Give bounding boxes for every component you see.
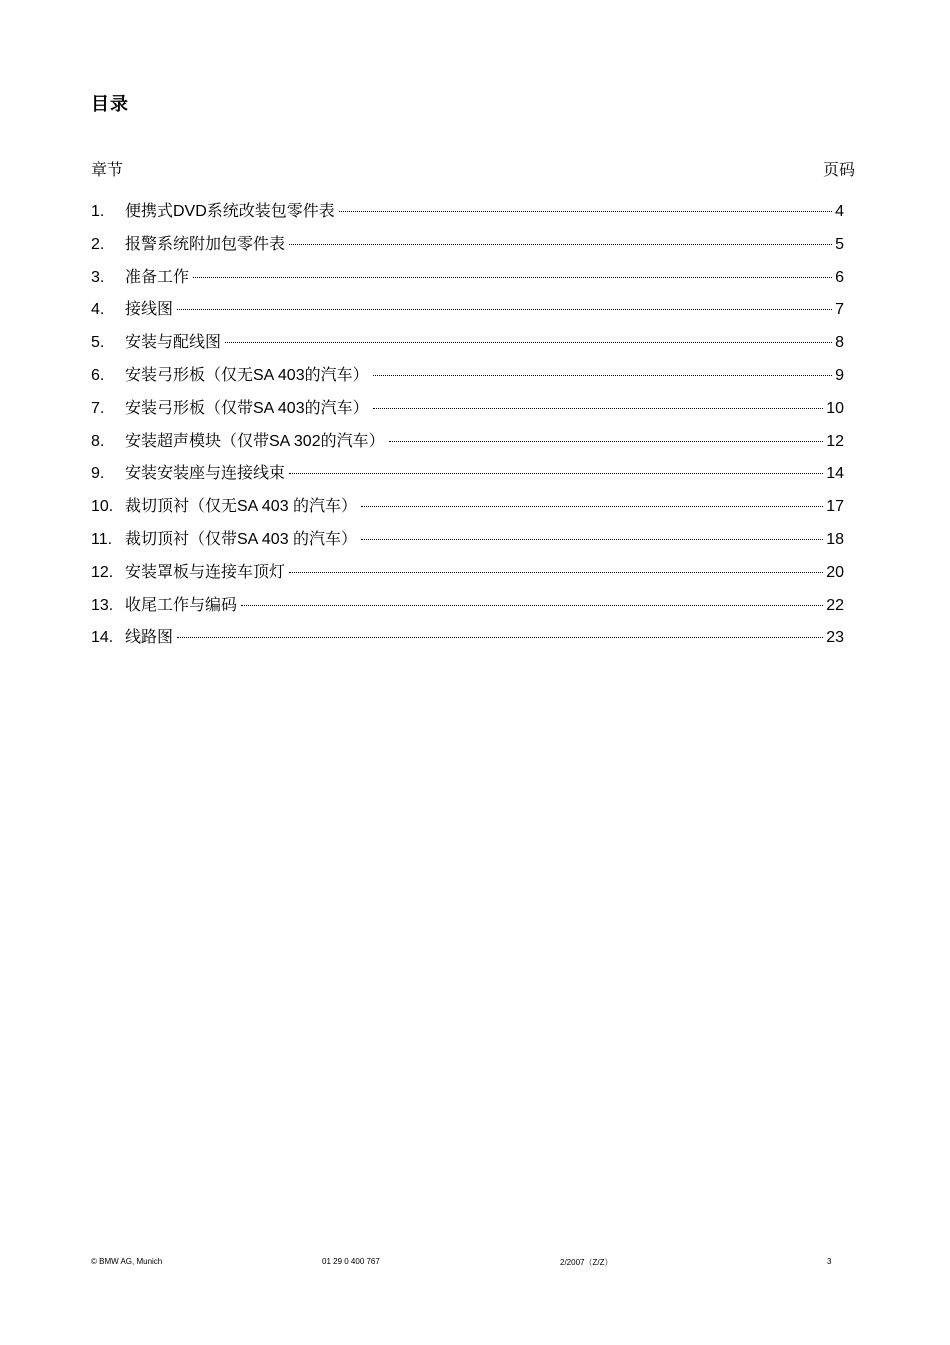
page-title: 目录 xyxy=(91,94,129,114)
toc-entry-number: 3. xyxy=(91,268,105,286)
toc-entry-title: 便携式DVD系统改装包零件表 xyxy=(125,203,335,220)
toc-dot-leader xyxy=(225,342,832,343)
toc-entry-number: 4. xyxy=(91,301,105,319)
toc-dot-leader xyxy=(289,572,823,573)
toc-entry[interactable] xyxy=(91,592,844,625)
toc-entry-number: 5. xyxy=(91,334,105,352)
toc-entry[interactable] xyxy=(91,198,844,231)
toc-entry[interactable] xyxy=(91,264,844,297)
toc-dot-leader xyxy=(289,473,823,474)
toc-entry-title: 安装安装座与连接线束 xyxy=(125,465,286,483)
toc-entry-title: 安装弓形板（仅无SA 403的汽车） xyxy=(125,366,369,384)
toc-entry[interactable] xyxy=(91,296,844,329)
footer-page-number: 3 xyxy=(827,1257,832,1266)
toc-entry-page: 8 xyxy=(835,334,844,352)
toc-entry-number: 9. xyxy=(91,465,105,483)
toc-entry-title: 安装与配线图 xyxy=(125,334,222,352)
toc-entry-title: 收尾工作与编码 xyxy=(125,596,238,614)
toc-entry-title: 裁切顶衬（仅带SA 403 的汽车） xyxy=(125,530,358,548)
toc-entry[interactable] xyxy=(91,460,844,493)
toc-entry-number: 2. xyxy=(91,235,105,253)
toc-entry-page: 12 xyxy=(826,432,844,450)
toc-entry-number: 1. xyxy=(91,203,105,220)
toc-entry[interactable] xyxy=(91,329,844,362)
toc-entry-title: 裁切顶衬（仅无SA 403 的汽车） xyxy=(125,498,358,516)
toc-entry-title: 线路图 xyxy=(125,629,174,647)
toc-entry-page: 5 xyxy=(835,235,844,253)
toc-dot-leader xyxy=(241,605,823,606)
toc-dot-leader xyxy=(361,506,823,507)
toc-entry[interactable] xyxy=(91,362,844,395)
toc-dot-leader xyxy=(339,211,832,212)
toc-entry-number: 6. xyxy=(91,366,105,384)
toc-entry-title: 接线图 xyxy=(125,301,174,319)
toc-entry-number: 8. xyxy=(91,432,105,450)
toc-dot-leader xyxy=(177,309,832,310)
toc-entry-number: 13. xyxy=(91,596,114,614)
toc-dot-leader xyxy=(373,375,832,376)
toc-entry-page: 7 xyxy=(835,301,844,319)
toc-dot-leader xyxy=(389,441,824,442)
footer-copyright: © BMW AG, Munich xyxy=(91,1257,163,1266)
footer-date: 2/2007（Z/Z） xyxy=(560,1258,613,1267)
toc-entry-number: 14. xyxy=(91,629,114,647)
toc-dot-leader xyxy=(193,277,832,278)
toc-entry[interactable] xyxy=(91,559,844,592)
page-column-heading: 页码 xyxy=(822,162,855,179)
toc-entry-page: 9 xyxy=(835,366,844,384)
toc-entry-number: 11. xyxy=(91,530,113,548)
toc-dot-leader xyxy=(177,637,823,638)
toc-entry-title: 安装罩板与连接车顶灯 xyxy=(125,563,286,581)
toc-entry-page: 4 xyxy=(835,203,844,220)
toc-entry-page: 14 xyxy=(826,465,844,483)
chapter-column-heading: 章节 xyxy=(91,162,124,179)
toc-entry-title: 准备工作 xyxy=(125,268,190,286)
toc-entry-number: 10. xyxy=(91,498,114,516)
toc-entry[interactable] xyxy=(91,493,844,526)
toc-dot-leader xyxy=(289,244,832,245)
toc-entry[interactable] xyxy=(91,526,844,559)
toc-entry-title: 安装超声模块（仅带SA 302的汽车） xyxy=(125,432,385,450)
toc-entry-page: 20 xyxy=(826,563,844,581)
toc-entry[interactable] xyxy=(91,428,844,461)
footer-doc-number: 01 29 0 400 767 xyxy=(322,1257,380,1266)
toc-entry-page: 6 xyxy=(835,268,844,286)
toc-entry[interactable] xyxy=(91,624,844,657)
toc-entry-page: 23 xyxy=(826,629,844,647)
toc-dot-leader xyxy=(361,539,823,540)
toc-entry-page: 17 xyxy=(826,498,844,516)
toc-entry-number: 7. xyxy=(91,399,105,417)
toc-entry-page: 10 xyxy=(826,399,844,417)
toc-dot-leader xyxy=(373,408,824,409)
toc-entry-page: 22 xyxy=(826,596,844,614)
toc-entry[interactable] xyxy=(91,231,844,264)
toc-entry[interactable] xyxy=(91,395,844,428)
toc-entry-number: 12. xyxy=(91,563,114,581)
toc-entry-title: 报警系统附加包零件表 xyxy=(125,235,286,253)
toc-entry-title: 安装弓形板（仅带SA 403的汽车） xyxy=(125,399,369,417)
table-of-contents xyxy=(91,198,844,657)
toc-entry-page: 18 xyxy=(826,530,844,548)
